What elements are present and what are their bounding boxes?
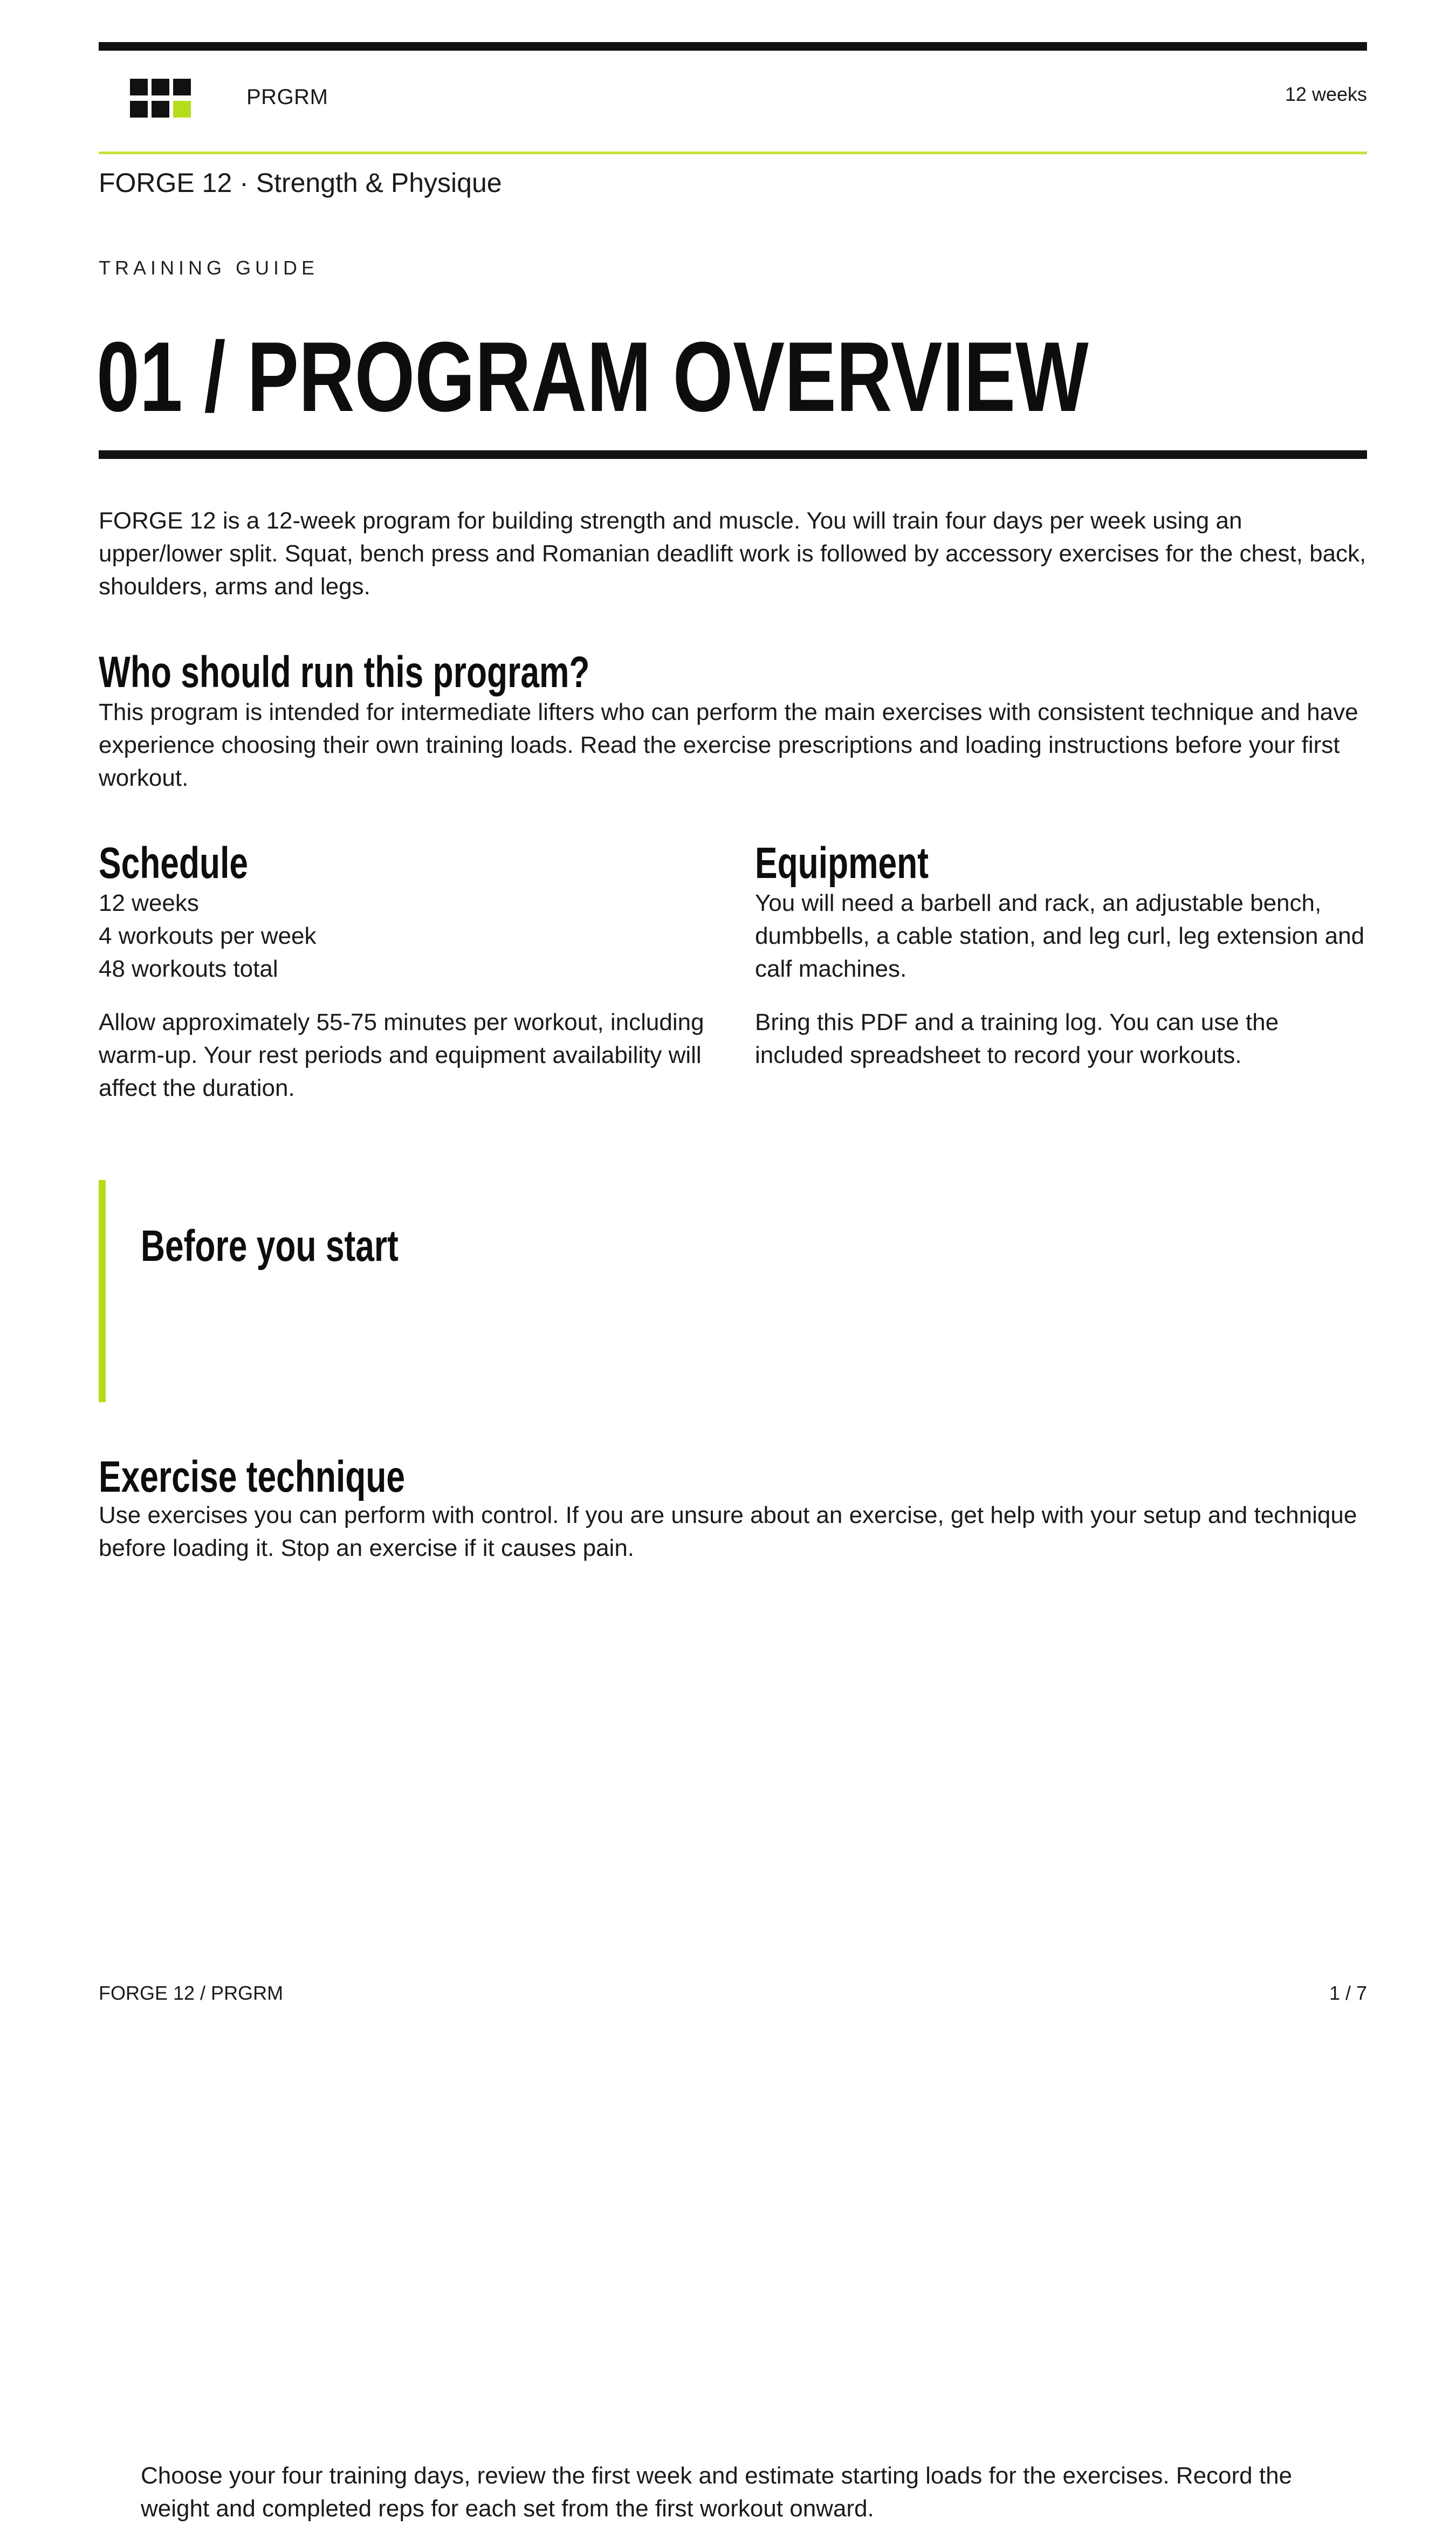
grid-logo-icon (130, 79, 191, 119)
logo-square (152, 101, 169, 118)
top-rule (99, 42, 1367, 51)
equipment-note: Bring this PDF and a training log. You can use the included spreadsheet to record your workouts. (755, 1009, 1279, 1068)
callout-paragraph: Choose your four training days, review the first week and estimate starting loads for the exercises. Record the weight and completed reps for each set from the first workout onward. (141, 2462, 1293, 2522)
schedule-section (99, 841, 730, 1104)
brand-name: PRGRM (246, 85, 328, 109)
page-title: 01 / PROGRAM OVERVIEW (97, 321, 1089, 432)
schedule-heading: Schedule (99, 839, 249, 888)
schedule-note: Allow approximately 55-75 minutes per workout, including warm-up. Your rest periods and equipment availability will affect the duration. (99, 1009, 704, 1101)
technique-heading: Exercise technique (99, 1452, 406, 1501)
program-name: FORGE 12 · Strength & Physique (99, 168, 502, 198)
page-header (99, 76, 1367, 124)
accent-divider (99, 152, 1367, 154)
logo-square (130, 101, 148, 118)
intro-paragraph: FORGE 12 is a 12-week program for building strength and muscle. You will train four days per week using an upper/lower split. Squat, bench press and Romanian deadlift work is followed by accessory exercises for the chest, back, shoulders, arms and legs. (99, 507, 1366, 600)
technique-paragraph: Use exercises you can perform with control. If you are unsure about an exercise, get help with your setup and technique before loading it. Stop an exercise if it causes pain. (99, 1502, 1357, 1561)
logo-square (152, 79, 169, 95)
page-number: 1 / 7 (1329, 1982, 1367, 2004)
logo-square-accent (173, 101, 191, 118)
schedule-line: 4 workouts per week (99, 923, 317, 949)
who-paragraph: This program is intended for intermediate lifters who can perform the main exercises with consistent technique and have experience choosing their own training loads. Read the exercise prescriptions and loading instructions before your first workout. (99, 699, 1358, 791)
schedule-line: 12 weeks (99, 890, 199, 916)
section-eyebrow: TRAINING GUIDE (99, 257, 319, 279)
program-duration: 12 weeks (1285, 83, 1367, 105)
equipment-list: You will need a barbell and rack, an adjustable bench, dumbbells, a cable station, and leg curl, leg extension and calf machines. (755, 890, 1365, 982)
schedule-line: 48 workouts total (99, 956, 278, 982)
equipment-heading: Equipment (755, 839, 929, 888)
who-heading: Who should run this program? (99, 648, 590, 697)
logo-square (130, 79, 148, 95)
title-rule (99, 450, 1367, 459)
logo-square (173, 79, 191, 95)
equipment-section (755, 841, 1367, 1072)
document-page (97, 0, 1367, 2522)
callout-heading: Before you start (141, 1222, 399, 1271)
footer-label: FORGE 12 / PRGRM (99, 1982, 284, 2004)
schedule-list (99, 887, 730, 985)
